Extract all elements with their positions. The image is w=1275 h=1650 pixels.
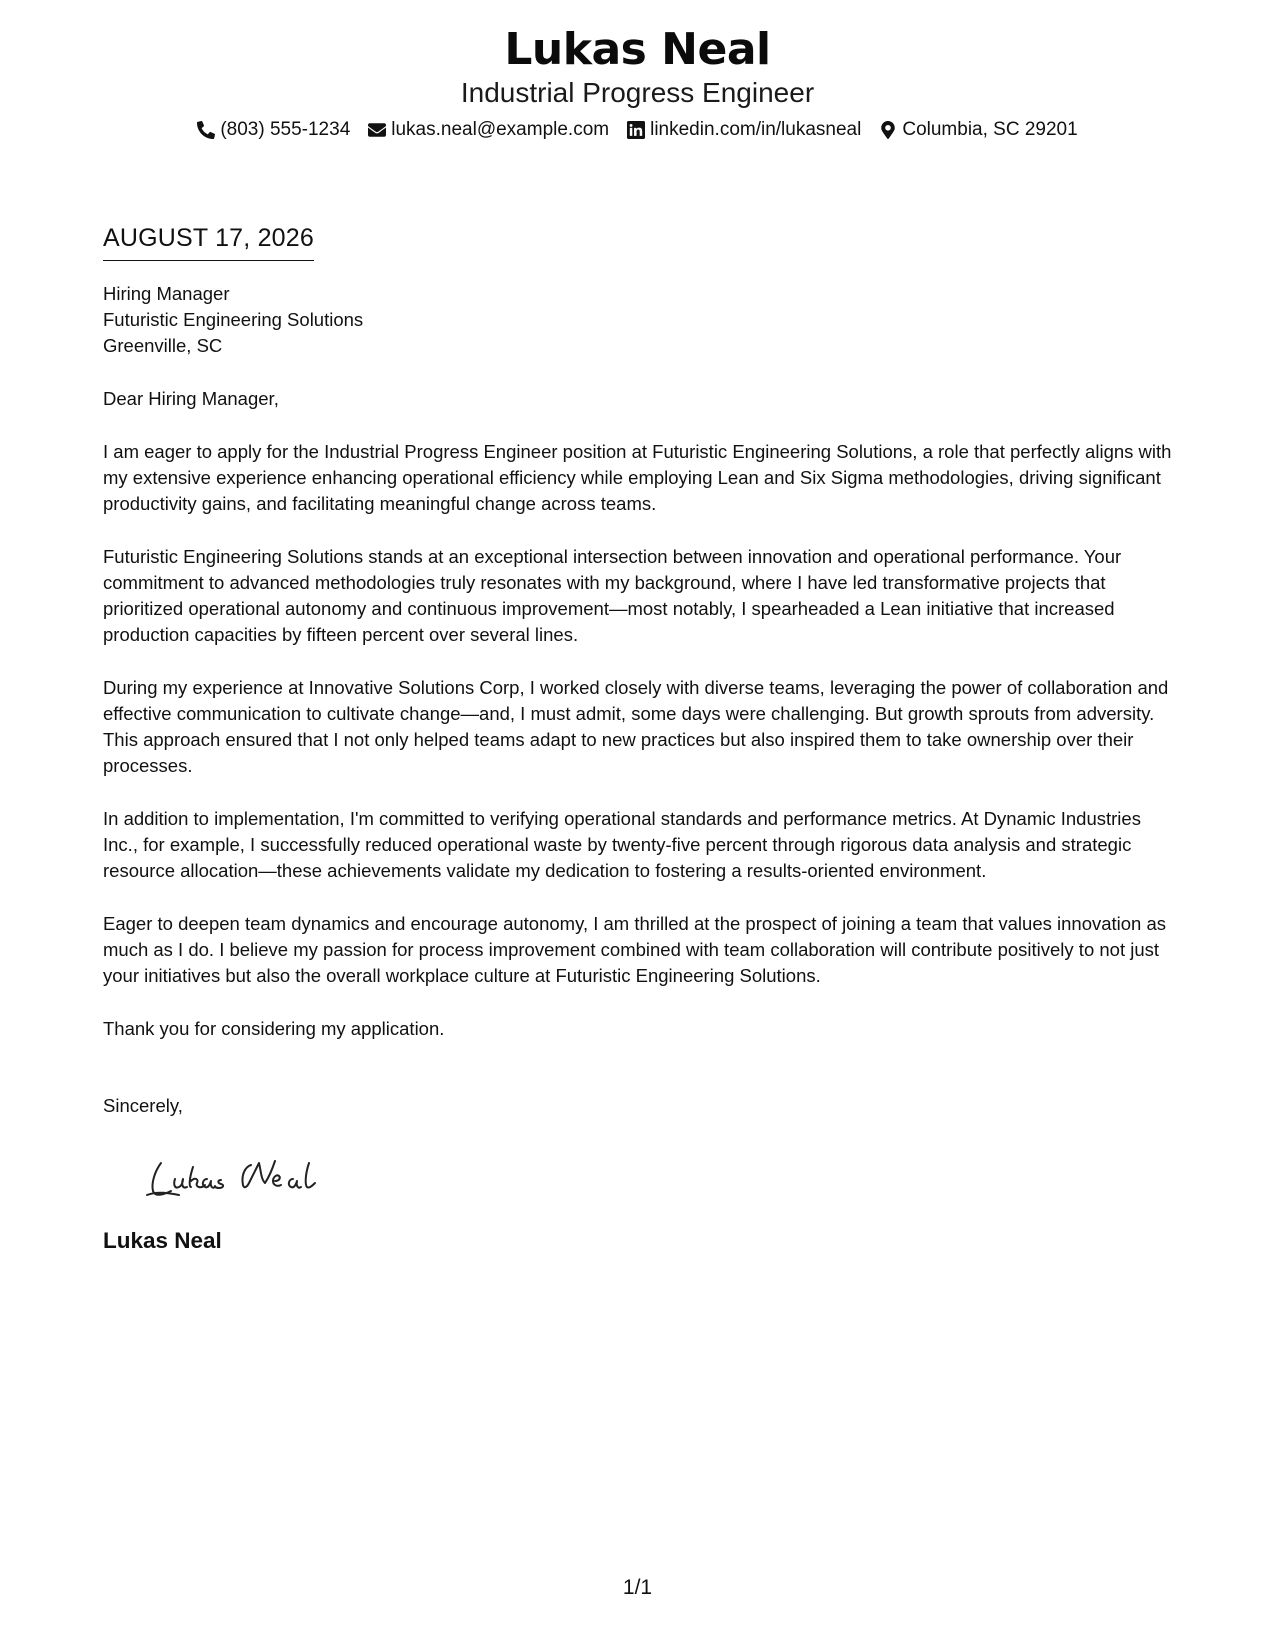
applicant-title: Industrial Progress Engineer [460, 77, 815, 108]
phone-text: (803) 555-1234 [220, 119, 351, 140]
applicant-name: Lukas Neal [504, 24, 771, 75]
linkedin-icon [627, 121, 645, 139]
linkedin-link[interactable]: linkedin.com/in/lukasneal [650, 119, 862, 140]
salutation: Dear Hiring Manager, [103, 388, 279, 409]
paragraph: Futuristic Engineering Solutions stands at an exceptional intersection between innovation and operational performance. Your commitment to advanced methodologies truly resonates with my background, where I have led transformative projects that prioritized operational autonomy and continuous improvement—most notably, I spearheaded a Lean initiative that increased production capacities by fifteen percent over several lines. [103, 546, 1122, 645]
letter-header [0, 0, 1275, 142]
paragraph: Eager to deepen team dynamics and encourage autonomy, I am thrilled at the prospect of joining a team that values innovation as much as I do. I believe my passion for process improvement combined with team collaboration will contribute positively to not just your initiatives but also the overall workplace culture at Futuristic Engineering Solutions. [103, 913, 1167, 986]
email-link[interactable]: lukas.neal@example.com [391, 119, 610, 140]
letter-date: AUGUST 17, 2026 [103, 222, 314, 261]
closing: Sincerely, [103, 1095, 183, 1116]
thank-you-line: Thank you for considering my application. [103, 1018, 445, 1039]
contact-email[interactable] [368, 118, 609, 142]
contact-location [879, 118, 1077, 142]
location-text: Columbia, SC 29201 [902, 119, 1078, 140]
letter-body [103, 222, 1178, 1255]
contact-phone [197, 118, 350, 142]
handwritten-signature [141, 1149, 1178, 1205]
page-number: 1/1 [622, 1576, 653, 1599]
contact-linkedin[interactable] [627, 118, 861, 142]
contact-row [0, 118, 1275, 142]
location-pin-icon [879, 121, 897, 139]
recipient-name: Hiring Manager [103, 283, 230, 304]
paragraph: In addition to implementation, I'm committed to verifying operational standards and performance metrics. At Dynamic Industries Inc., for example, I successfully reduced operational waste by twenty-five percent through rigorous data analysis and strategic resource allocation—these achievements validate my dedication to fostering a results-oriented environment. [103, 808, 1141, 881]
signer-name: Lukas Neal [103, 1228, 222, 1253]
phone-icon [197, 121, 215, 139]
recipient-location: Greenville, SC [103, 335, 223, 356]
recipient-company: Futuristic Engineering Solutions [103, 309, 364, 330]
paragraph: During my experience at Innovative Solutions Corp, I worked closely with diverse teams, leveraging the power of collaboration and effective communication to cultivate change—and, I must admit, some days were challenging. But growth sprouts from adversity. This approach ensured that I not only helped teams adapt to new practices but also inspired them to take ownership over their processes. [103, 677, 1169, 776]
recipient-block [103, 281, 1178, 359]
envelope-icon [368, 121, 386, 139]
paragraph: I am eager to apply for the Industrial Progress Engineer position at Futuristic Engineering Solutions, a role that perfectly aligns with my extensive experience enhancing operational efficiency while employing Lean and Six Sigma methodologies, driving significant productivity gains, and facilitating meaningful change across teams. [103, 441, 1172, 514]
